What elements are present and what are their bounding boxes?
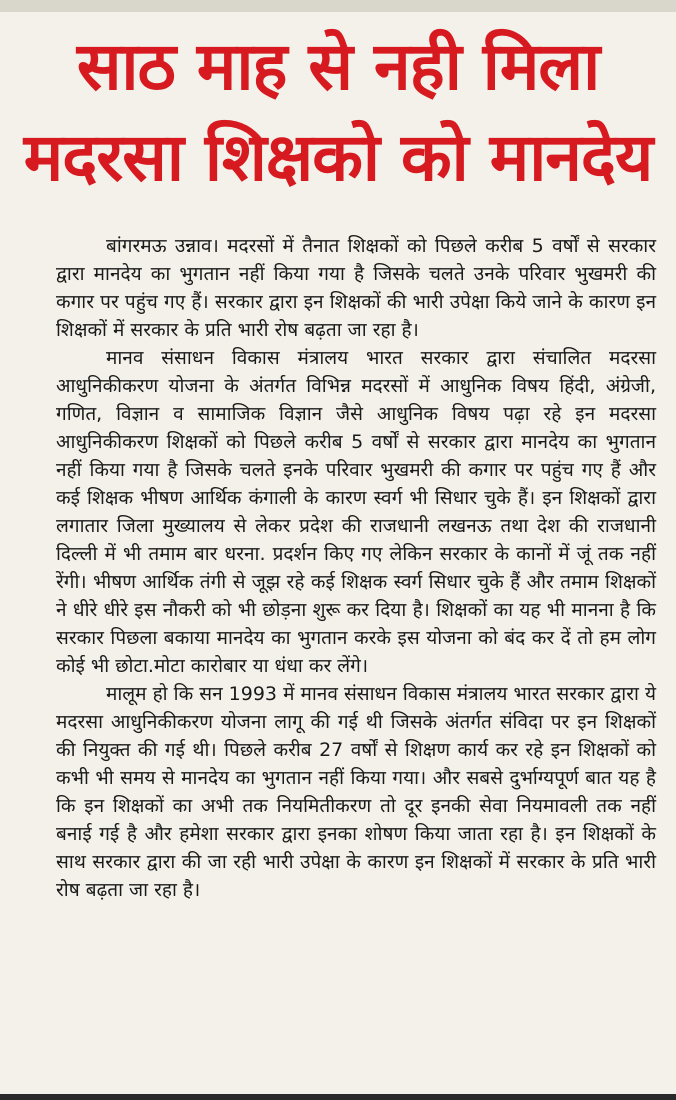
article-paragraph-2: मानव संसाधन विकास मंत्रालय भारत सरकार द्वारा संचालित मदरसा आधुनिकीकरण योजना के अंतर्गत विभिन्न मदरसों में आधुनिक विषय हिंदी, अंग्रेजी, गणित, विज्ञान व सामाजिक विज्ञान जैसे आधुनिक विषय पढ़ा रहे इन मदरसा आधुनिकीकरण शिक्षकों को पिछले करीब 5 वर्षों से सरकार द्वारा मानदेय का भुगतान नहीं किया गया है जिसके चलते इनके परिवार भुखमरी की कगार पर पहुंच गए हैं और कई शिक्षक भीषण आर्थिक कंगाली के कारण स्वर्ग भी सिधार चुके हैं। इन शिक्षकों द्वारा लगातार जिला मुख्यालय से लेकर प्रदेश की राजधानी लखनऊ तथा देश की राजधानी दिल्ली में भी तमाम बार धरना. प्रदर्शन किए गए लेकिन सरकार के कानों में जूं तक नहीं रेंगी। भीषण आर्थिक तंगी से जूझ रहे कई शिक्षक स्वर्ग सिधार चुके हैं और तमाम शिक्षकों ने धीरे धीरे इस नौकरी को भी छोड़ना शुरू कर दिया है। शिक्षकों का यह भी मानना है कि सरकार पिछला बकाया मानदेय का भुगतान करके इस योजना को बंद कर दें तो हम लोग कोई भी छोटा.मोटा कारोबार या धंधा कर लेंगे। [56, 347, 656, 677]
headline [0, 22, 676, 204]
article-body [56, 232, 656, 904]
headline-line-1: साठ माह से नही मिला [76, 28, 600, 105]
headline-line-2: मदरसा शिक्षको को मानदेय [23, 119, 653, 196]
article-paragraph-3: मालूम हो कि सन 1993 में मानव संसाधन विकास मंत्रालय भारत सरकार द्वारा ये मदरसा आधुनिकीकरण योजना लागू की गई थी जिसके अंतर्गत संविदा पर इन शिक्षकों की नियुक्त की गई थी। पिछले करीब 27 वर्षों से शिक्षण कार्य कर रहे इन शिक्षकों को कभी भी समय से मानदेय का भुगतान नहीं किया गया। और सबसे दुर्भाग्यपूर्ण बात यह है कि इन शिक्षकों का अभी तक नियमितीकरण तो दूर इनकी सेवा नियमावली तक नहीं बनाई गई है और हमेशा सरकार द्वारा इनका शोषण किया जाता रहा है। इन शिक्षकों के साथ सरकार द्वारा की जा रही भारी उपेक्षा के कारण इन शिक्षकों में सरकार के प्रति भारी रोष बढ़ता जा रहा है। [56, 683, 656, 901]
cropped-previous-text-strip [0, 0, 676, 12]
bottom-edge [0, 1094, 676, 1100]
article-paragraph-1: बांगरमऊ उन्नाव। मदरसों में तैनात शिक्षकों को पिछले करीब 5 वर्षों से सरकार द्वारा मानदेय का भुगतान नहीं किया गया है जिसके चलते उनके परिवार भुखमरी की कगार पर पहुंच गए हैं। सरकार द्वारा इन शिक्षकों की भारी उपेक्षा किये जाने के कारण इन शिक्षकों में सरकार के प्रति भारी रोष बढ़ता जा रहा है। [56, 235, 656, 341]
